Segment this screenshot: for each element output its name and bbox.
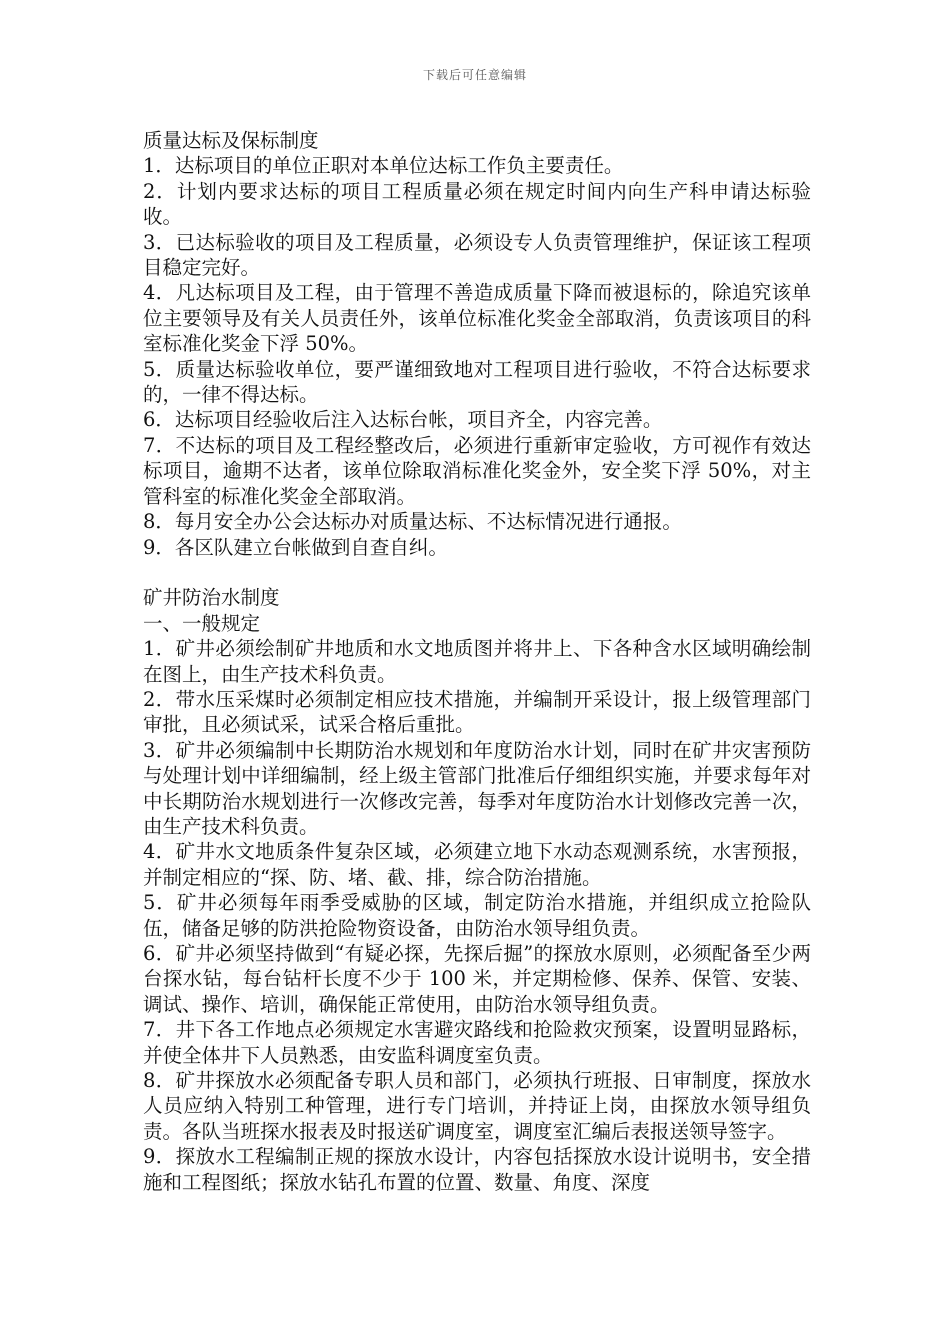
water-item-7: 7．井下各工作地点必须规定水害避灾路线和抢险救灾预案，设置明显路标，并使全体井下人员熟悉，由安监科调度室负责。 bbox=[143, 1018, 811, 1067]
document-body bbox=[143, 128, 811, 1195]
quality-item-3: 3．已达标验收的项目及工程质量，必须设专人负责管理维护，保证该工程项目稳定完好。 bbox=[143, 230, 811, 280]
water-item-9: 9．探放水工程编制正规的探放水设计，内容包括探放水设计说明书，安全措施和工程图纸；探放水钻孔布置的位置、数量、角度、深度 bbox=[143, 1145, 811, 1194]
water-item-1: 1．矿井必须绘制矿井地质和水文地质图并将井上、下各种含水区域明确绘制在图上，由生产技术科负责。 bbox=[143, 637, 811, 686]
water-item-8: 8．矿井探放水必须配备专职人员和部门，必须执行班报、日审制度，探放水人员应纳入特别工种管理，进行专门培训，并持证上岗，由探放水领导组负责。各队当班探水报表及时报送矿调度室，调度室汇编后表报送领导签字。 bbox=[143, 1069, 811, 1143]
section-title-quality: 质量达标及保标制度 bbox=[143, 129, 319, 152]
section-title-water: 矿井防治水制度 bbox=[143, 586, 280, 610]
quality-item-9: 9．各区队建立台帐做到自查自纠。 bbox=[143, 535, 448, 559]
header-note: 下载后可任意编辑 bbox=[422, 68, 527, 82]
water-item-5: 5．矿井必须每年雨季受威胁的区域，制定防治水措施，并组织成立抢险队伍，储备足够的防洪抢险物资设备，由防治水领导组负责。 bbox=[143, 891, 811, 940]
quality-item-5: 5．质量达标验收单位，要严谨细致地对工程项目进行验收，不符合达标要求的，一律不得达标。 bbox=[143, 357, 811, 407]
section-spacer bbox=[143, 560, 811, 585]
water-item-6: 6．矿井必须坚持做到“有疑必探，先探后掘”的探放水原则，必须配备至少两台探水钻，每台钻杆长度不少于 100 米，并定期检修、保养、保管、安装、调试、操作、培训，确保能正常使用，由防治水领导组负责。 bbox=[143, 941, 811, 1016]
quality-item-2: 2．计划内要求达标的项目工程质量必须在规定时间内向生产科申请达标验收。 bbox=[143, 179, 811, 229]
water-item-4: 4．矿井水文地质条件复杂区域，必须建立地下水动态观测系统，水害预报，并制定相应的“探、防、堵、截、排，综合防治措施。 bbox=[143, 840, 811, 889]
quality-item-4: 4．凡达标项目及工程，由于管理不善造成质量下降而被退标的，除追究该单位主要领导及有关人员责任外，该单位标准化奖金全部取消，负责该项目的科室标准化奖金下浮 50%。 bbox=[143, 281, 811, 356]
quality-item-6: 6．达标项目经验收后注入达标台帐，项目齐全，内容完善。 bbox=[143, 408, 663, 432]
quality-item-8: 8．每月安全办公会达标办对质量达标、不达标情况进行通报。 bbox=[143, 510, 682, 534]
section-subtitle-general: 一、一般规定 bbox=[143, 611, 261, 635]
water-item-3: 3．矿井必须编制中长期防治水规划和年度防治水计划，同时在矿井灾害预防与处理计划中详细编制，经上级主管部门批准后仔细组织实施，并要求每年对中长期防治水规划进行一次修改完善，每季对年度防治水计划修改完善一次，由生产技术科负责。 bbox=[143, 738, 811, 838]
quality-item-7: 7．不达标的项目及工程经整改后，必须进行重新审定验收，方可视作有效达标项目，逾期不达者，该单位除取消标准化奖金外，安全奖下浮 50%，对主管科室的标准化奖金全部取消。 bbox=[143, 433, 811, 508]
quality-item-1: 1．达标项目的单位正职对本单位达标工作负主要责任。 bbox=[143, 154, 624, 178]
water-item-2: 2．带水压采煤时必须制定相应技术措施，并编制开采设计，报上级管理部门审批，且必须试采，试采合格后重批。 bbox=[143, 687, 811, 737]
